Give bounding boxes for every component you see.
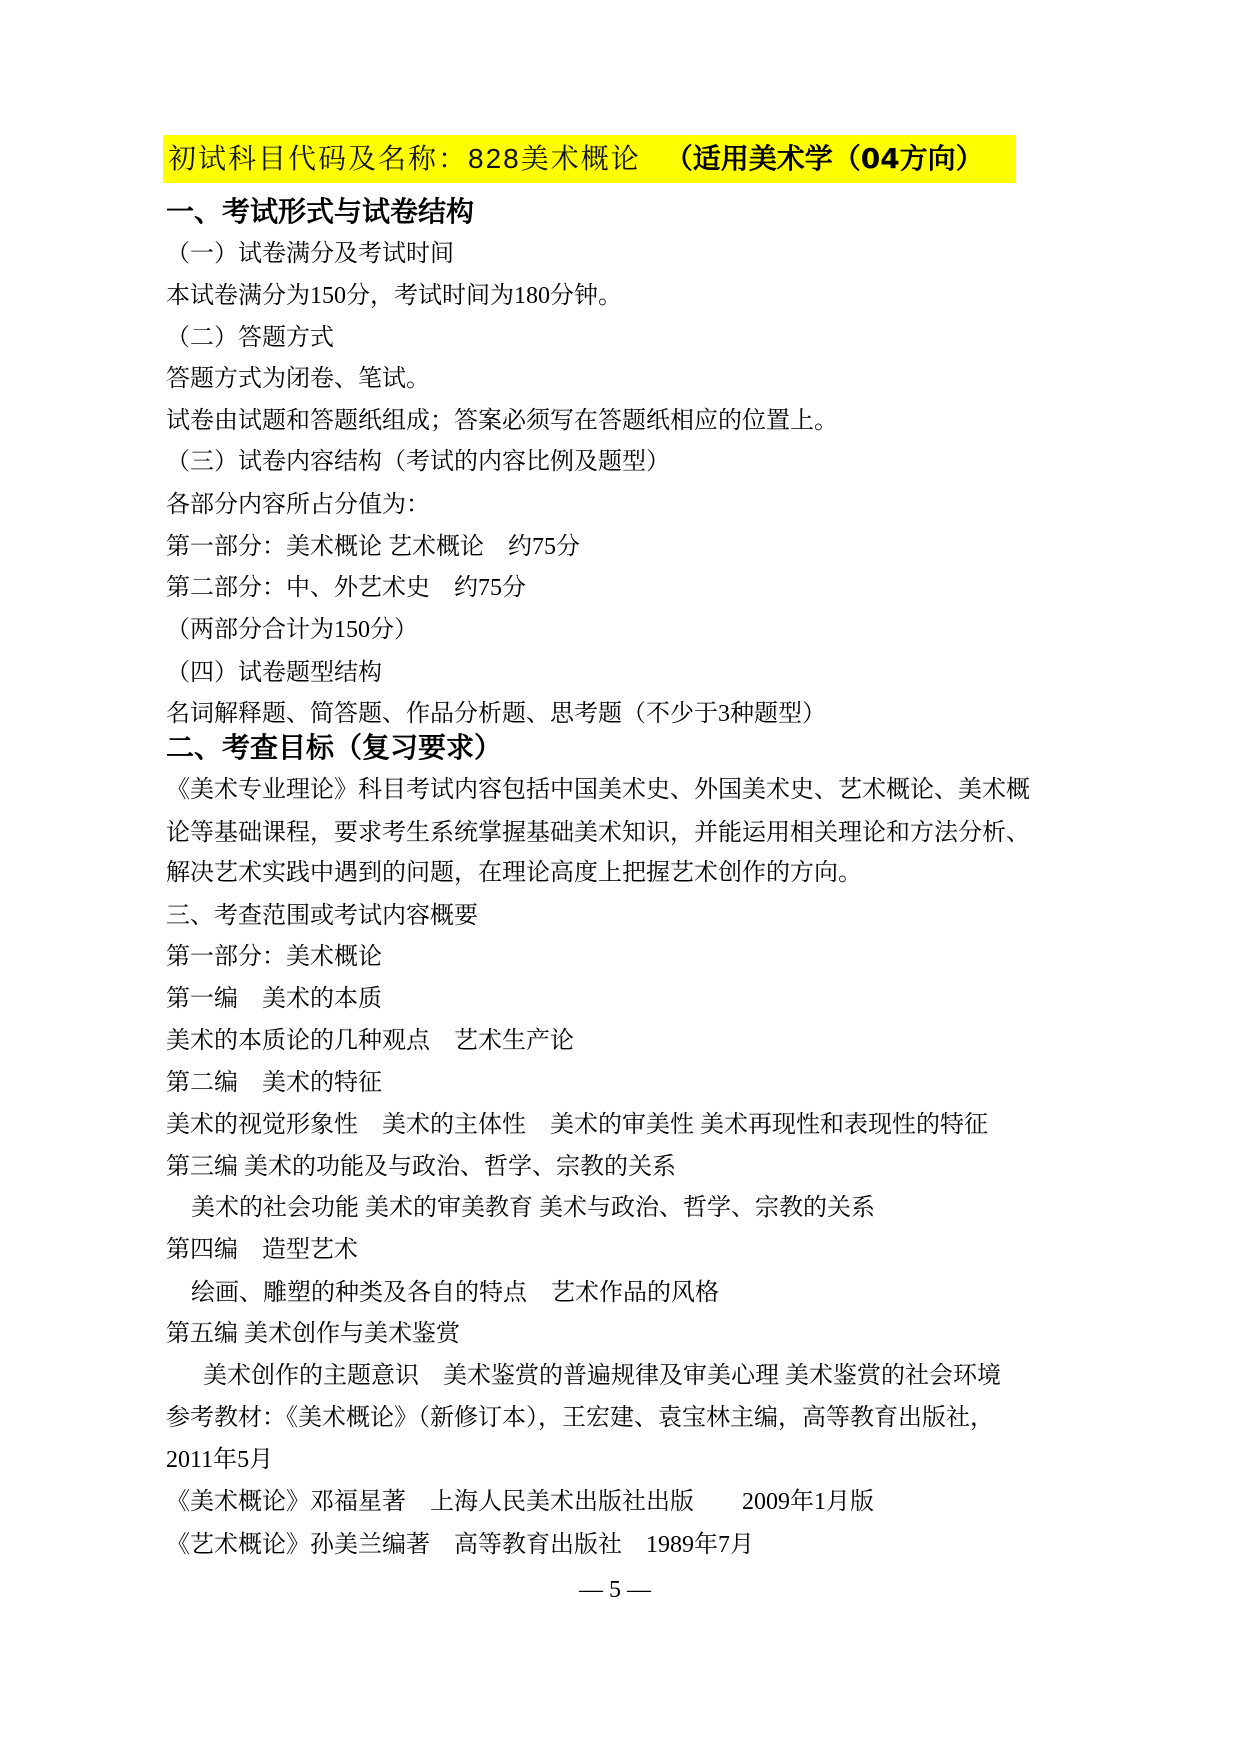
reference-line: 参考教材：《美术概论》（新修订本），王宏建、袁宝林主编，高等教育出版社， bbox=[166, 1405, 994, 1431]
section1-line: （三）试卷内容结构（考试的内容比例及题型） bbox=[166, 449, 670, 475]
section3-line: 绘画、雕塑的种类及各自的特点 艺术作品的风格 bbox=[191, 1280, 719, 1306]
section1-line: 试卷由试题和答题纸组成；答案必须写在答题纸相应的位置上。 bbox=[166, 408, 838, 434]
section1-heading: 一、考试形式与试卷结构 bbox=[166, 195, 475, 228]
section1-line: 名词解释题、简答题、作品分析题、思考题（不少于3种题型） bbox=[166, 701, 826, 727]
exam-subject-title bbox=[163, 135, 1016, 183]
section3-line: 第一编 美术的本质 bbox=[166, 986, 382, 1012]
section3-line: 第一部分：美术概论 bbox=[166, 944, 382, 970]
section2-line: 解决艺术实践中遇到的问题，在理论高度上把握艺术创作的方向。 bbox=[166, 860, 862, 886]
section3-line: 第二编 美术的特征 bbox=[166, 1070, 382, 1096]
section2-line: 论等基础课程，要求考生系统掌握基础美术知识，并能运用相关理论和方法分析、 bbox=[166, 820, 1030, 846]
page-number: — 5 — bbox=[579, 1577, 651, 1603]
subject-code-name: 初试科目代码及名称：828美术概论 bbox=[168, 143, 641, 174]
section1-line: （二）答题方式 bbox=[166, 325, 334, 351]
section2-heading: 二、考查目标（复习要求） bbox=[166, 731, 503, 764]
section1-line: （一）试卷满分及考试时间 bbox=[166, 241, 454, 267]
section1-line: （四）试卷题型结构 bbox=[166, 660, 382, 686]
reference-line: 《美术概论》邓福星著 上海人民美术出版社出版 2009年1月版 bbox=[166, 1489, 874, 1515]
section3-line: 美术创作的主题意识 美术鉴赏的普遍规律及审美心理 美术鉴赏的社会环境 bbox=[203, 1363, 1001, 1389]
section1-line: 答题方式为闭卷、笔试。 bbox=[166, 366, 430, 392]
section1-line: 本试卷满分为150分，考试时间为180分钟。 bbox=[166, 283, 622, 309]
reference-line: 《艺术概论》孙美兰编著 高等教育出版社 1989年7月 bbox=[166, 1532, 754, 1558]
section3-line: 第五编 美术创作与美术鉴赏 bbox=[166, 1321, 460, 1347]
section3-line: 第四编 造型艺术 bbox=[166, 1237, 358, 1263]
section3-line: 美术的社会功能 美术的审美教育 美术与政治、哲学、宗教的关系 bbox=[191, 1195, 875, 1221]
section1-line: 各部分内容所占分值为： bbox=[166, 492, 430, 518]
section3-line: 美术的本质论的几种观点 艺术生产论 bbox=[166, 1028, 574, 1054]
section3-heading: 三、考查范围或考试内容概要 bbox=[166, 903, 478, 929]
reference-line: 2011年5月 bbox=[166, 1447, 274, 1473]
section1-line: 第一部分：美术概论 艺术概论 约75分 bbox=[166, 534, 580, 560]
section1-line: 第二部分：中、外艺术史 约75分 bbox=[166, 575, 526, 601]
section3-line: 美术的视觉形象性 美术的主体性 美术的审美性 美术再现性和表现性的特征 bbox=[166, 1112, 988, 1138]
section1-line: （两部分合计为150分） bbox=[166, 617, 418, 643]
section2-line: 《美术专业理论》科目考试内容包括中国美术史、外国美术史、艺术概论、美术概 bbox=[166, 777, 1030, 803]
applicable-major: （适用美术学（04方向） bbox=[664, 142, 984, 175]
section3-line: 第三编 美术的功能及与政治、哲学、宗教的关系 bbox=[166, 1154, 676, 1180]
